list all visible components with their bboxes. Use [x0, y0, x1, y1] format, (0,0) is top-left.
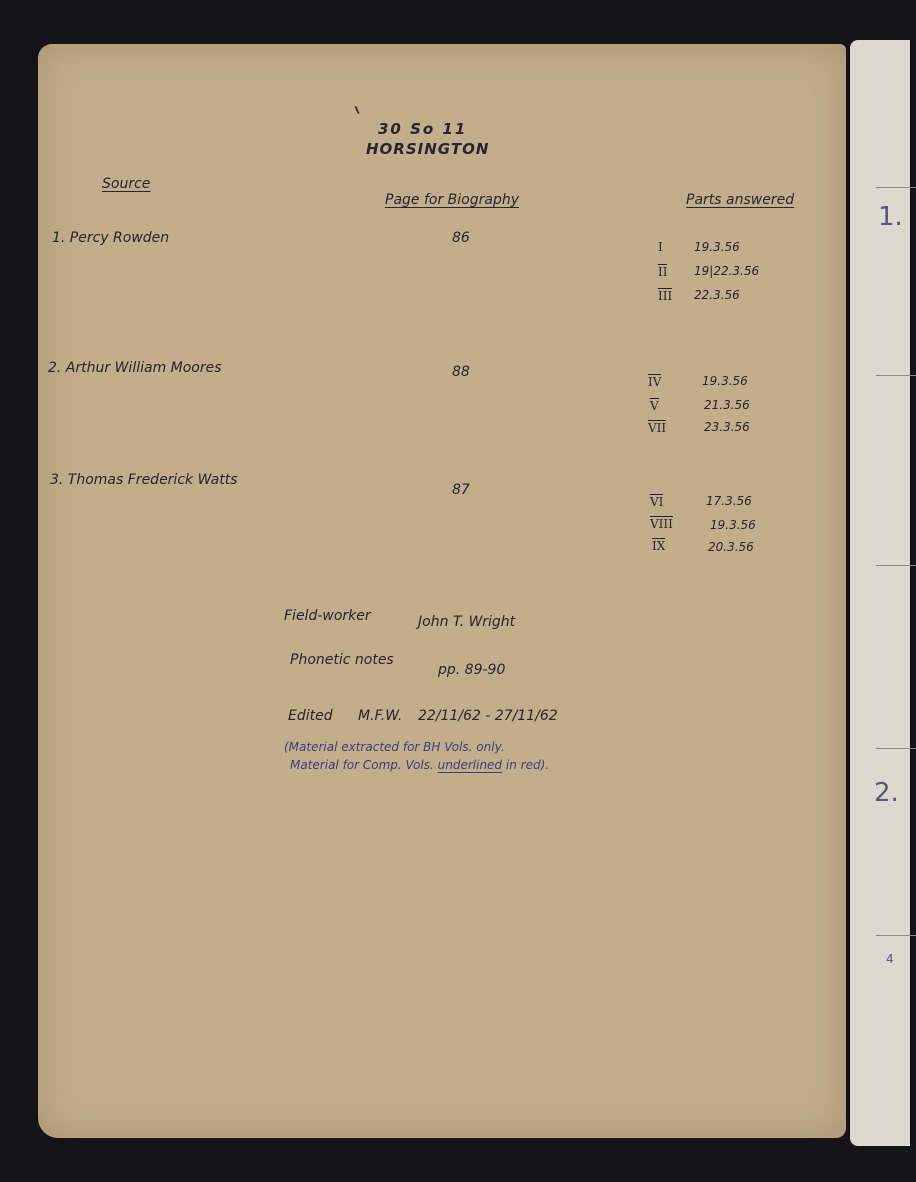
source-2-part-3-roman: VII — [648, 421, 667, 435]
source-2-part-2-date: 21.3.56 — [704, 398, 750, 412]
document-page — [38, 44, 846, 1138]
source-1-page: 86 — [452, 230, 470, 246]
source-1-name: 1. Percy Rowden — [52, 230, 170, 246]
phonetic-notes-pages: pp. 89-90 — [438, 662, 506, 678]
source-3-part-2-roman: VIII — [650, 517, 673, 531]
source-2-part-1-date: 19.3.56 — [702, 374, 748, 388]
source-1-part-1-roman: I — [658, 240, 663, 254]
adjacent-page-number-2: 2. — [874, 778, 899, 808]
source-3-part-3-roman: IX — [652, 539, 666, 553]
source-1-part-3-roman: III — [658, 289, 673, 303]
parts-column-header: Parts answered — [686, 192, 795, 208]
adjacent-page-mark: 4 — [886, 952, 894, 966]
source-column-header: Source — [102, 176, 151, 192]
source-3-part-1-date: 17.3.56 — [706, 494, 752, 508]
locality-name: HORSINGTON — [366, 140, 490, 158]
source-2-part-1-roman: IV — [648, 375, 662, 389]
source-3-part-2-date: 19.3.56 — [710, 518, 756, 532]
editor-initials: M.F.W. — [358, 708, 403, 724]
source-3-name: 3. Thomas Frederick Watts — [50, 472, 238, 488]
source-1-part-3-date: 22.3.56 — [694, 288, 740, 302]
adjacent-page — [850, 40, 910, 1146]
source-3-page: 87 — [452, 482, 470, 498]
material-note-line-2 — [290, 758, 549, 772]
source-2-part-3-date: 23.3.56 — [704, 420, 750, 434]
fieldworker-name: John T. Wright — [418, 614, 516, 630]
source-1-part-1-date: 19.3.56 — [694, 240, 740, 254]
source-2-name: 2. Arthur William Moores — [48, 360, 222, 376]
source-1-part-2-roman: II — [658, 265, 668, 279]
edited-dates: 22/11/62 - 27/11/62 — [418, 708, 558, 724]
source-3-part-3-date: 20.3.56 — [708, 540, 754, 554]
material-note-line-1: (Material extracted for BH Vols. only. — [284, 740, 505, 754]
pen-mark — [354, 106, 359, 114]
source-2-page: 88 — [452, 364, 470, 380]
adjacent-page-number-1: 1. — [878, 202, 903, 232]
fieldworker-label: Field-worker — [284, 608, 371, 624]
phonetic-notes-label: Phonetic notes — [290, 652, 394, 668]
edited-label: Edited — [288, 708, 333, 724]
source-2-part-2-roman: V — [650, 399, 659, 413]
material-note-text: Material for Comp. Vols. — [290, 758, 434, 772]
source-1-part-2-date: 19|22.3.56 — [694, 264, 760, 278]
material-note-underlined: underlined — [437, 758, 503, 772]
page-column-header: Page for Biography — [385, 192, 519, 208]
locality-code: 30 So 11 — [378, 120, 468, 138]
source-3-part-1-roman: VI — [650, 495, 664, 509]
material-note-end: in red). — [505, 758, 550, 772]
